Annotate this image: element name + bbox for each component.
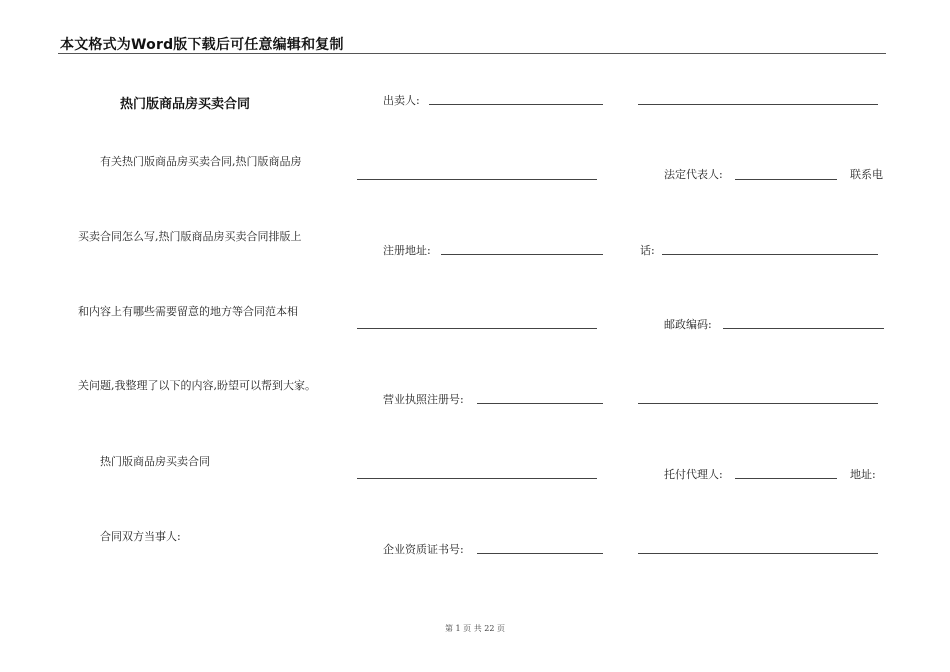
qualification-field-line <box>477 553 603 554</box>
right-blank-line-3 <box>638 553 878 554</box>
qualification-label: 企业资质证书号: <box>383 543 464 556</box>
right-blank-line-2 <box>638 403 878 404</box>
agent-label: 托付代理人: <box>664 468 723 481</box>
reg-address-field-line <box>441 254 603 255</box>
postcode-label: 邮政编码: <box>664 318 712 331</box>
document-title: 热门版商品房买卖合同 <box>120 97 251 112</box>
reg-address-label: 注册地址: <box>383 244 431 257</box>
header-rule <box>58 53 886 54</box>
license-field-line <box>477 403 603 404</box>
reg-address-continuation-line <box>357 328 597 329</box>
body-line-1: 有关热门版商品房买卖合同,热门版商品房 <box>100 155 302 168</box>
document-header: 本文格式为Word版下载后可任意编辑和复制 <box>60 37 344 53</box>
legal-rep-label: 法定代表人: <box>664 168 723 181</box>
license-continuation-line <box>357 478 597 479</box>
body-line-6: 合同双方当事人: <box>100 530 181 543</box>
contact-tel-label-part2: 话: <box>640 244 655 257</box>
postcode-field-line <box>723 328 884 329</box>
seller-continuation-line <box>357 179 597 180</box>
agent-address-label: 地址: <box>850 468 876 481</box>
license-label: 营业执照注册号: <box>383 393 464 406</box>
body-line-3: 和内容上有哪些需要留意的地方等合同范本相 <box>78 305 298 318</box>
body-line-4: 关问题,我整理了以下的内容,盼望可以帮到大家。 <box>78 379 316 392</box>
body-line-5: 热门版商品房买卖合同 <box>100 455 210 468</box>
contact-tel-label-part1: 联系电 <box>850 168 883 181</box>
right-blank-line-1 <box>638 104 878 105</box>
seller-field-line <box>429 104 603 105</box>
contact-tel-field-line <box>662 254 878 255</box>
seller-label: 出卖人: <box>383 94 420 107</box>
agent-field-line <box>735 478 837 479</box>
page-footer: 第 1 页 共 22 页 <box>445 624 505 633</box>
body-line-2: 买卖合同怎么写,热门版商品房买卖合同排版上 <box>78 230 302 243</box>
legal-rep-field-line <box>735 179 837 180</box>
